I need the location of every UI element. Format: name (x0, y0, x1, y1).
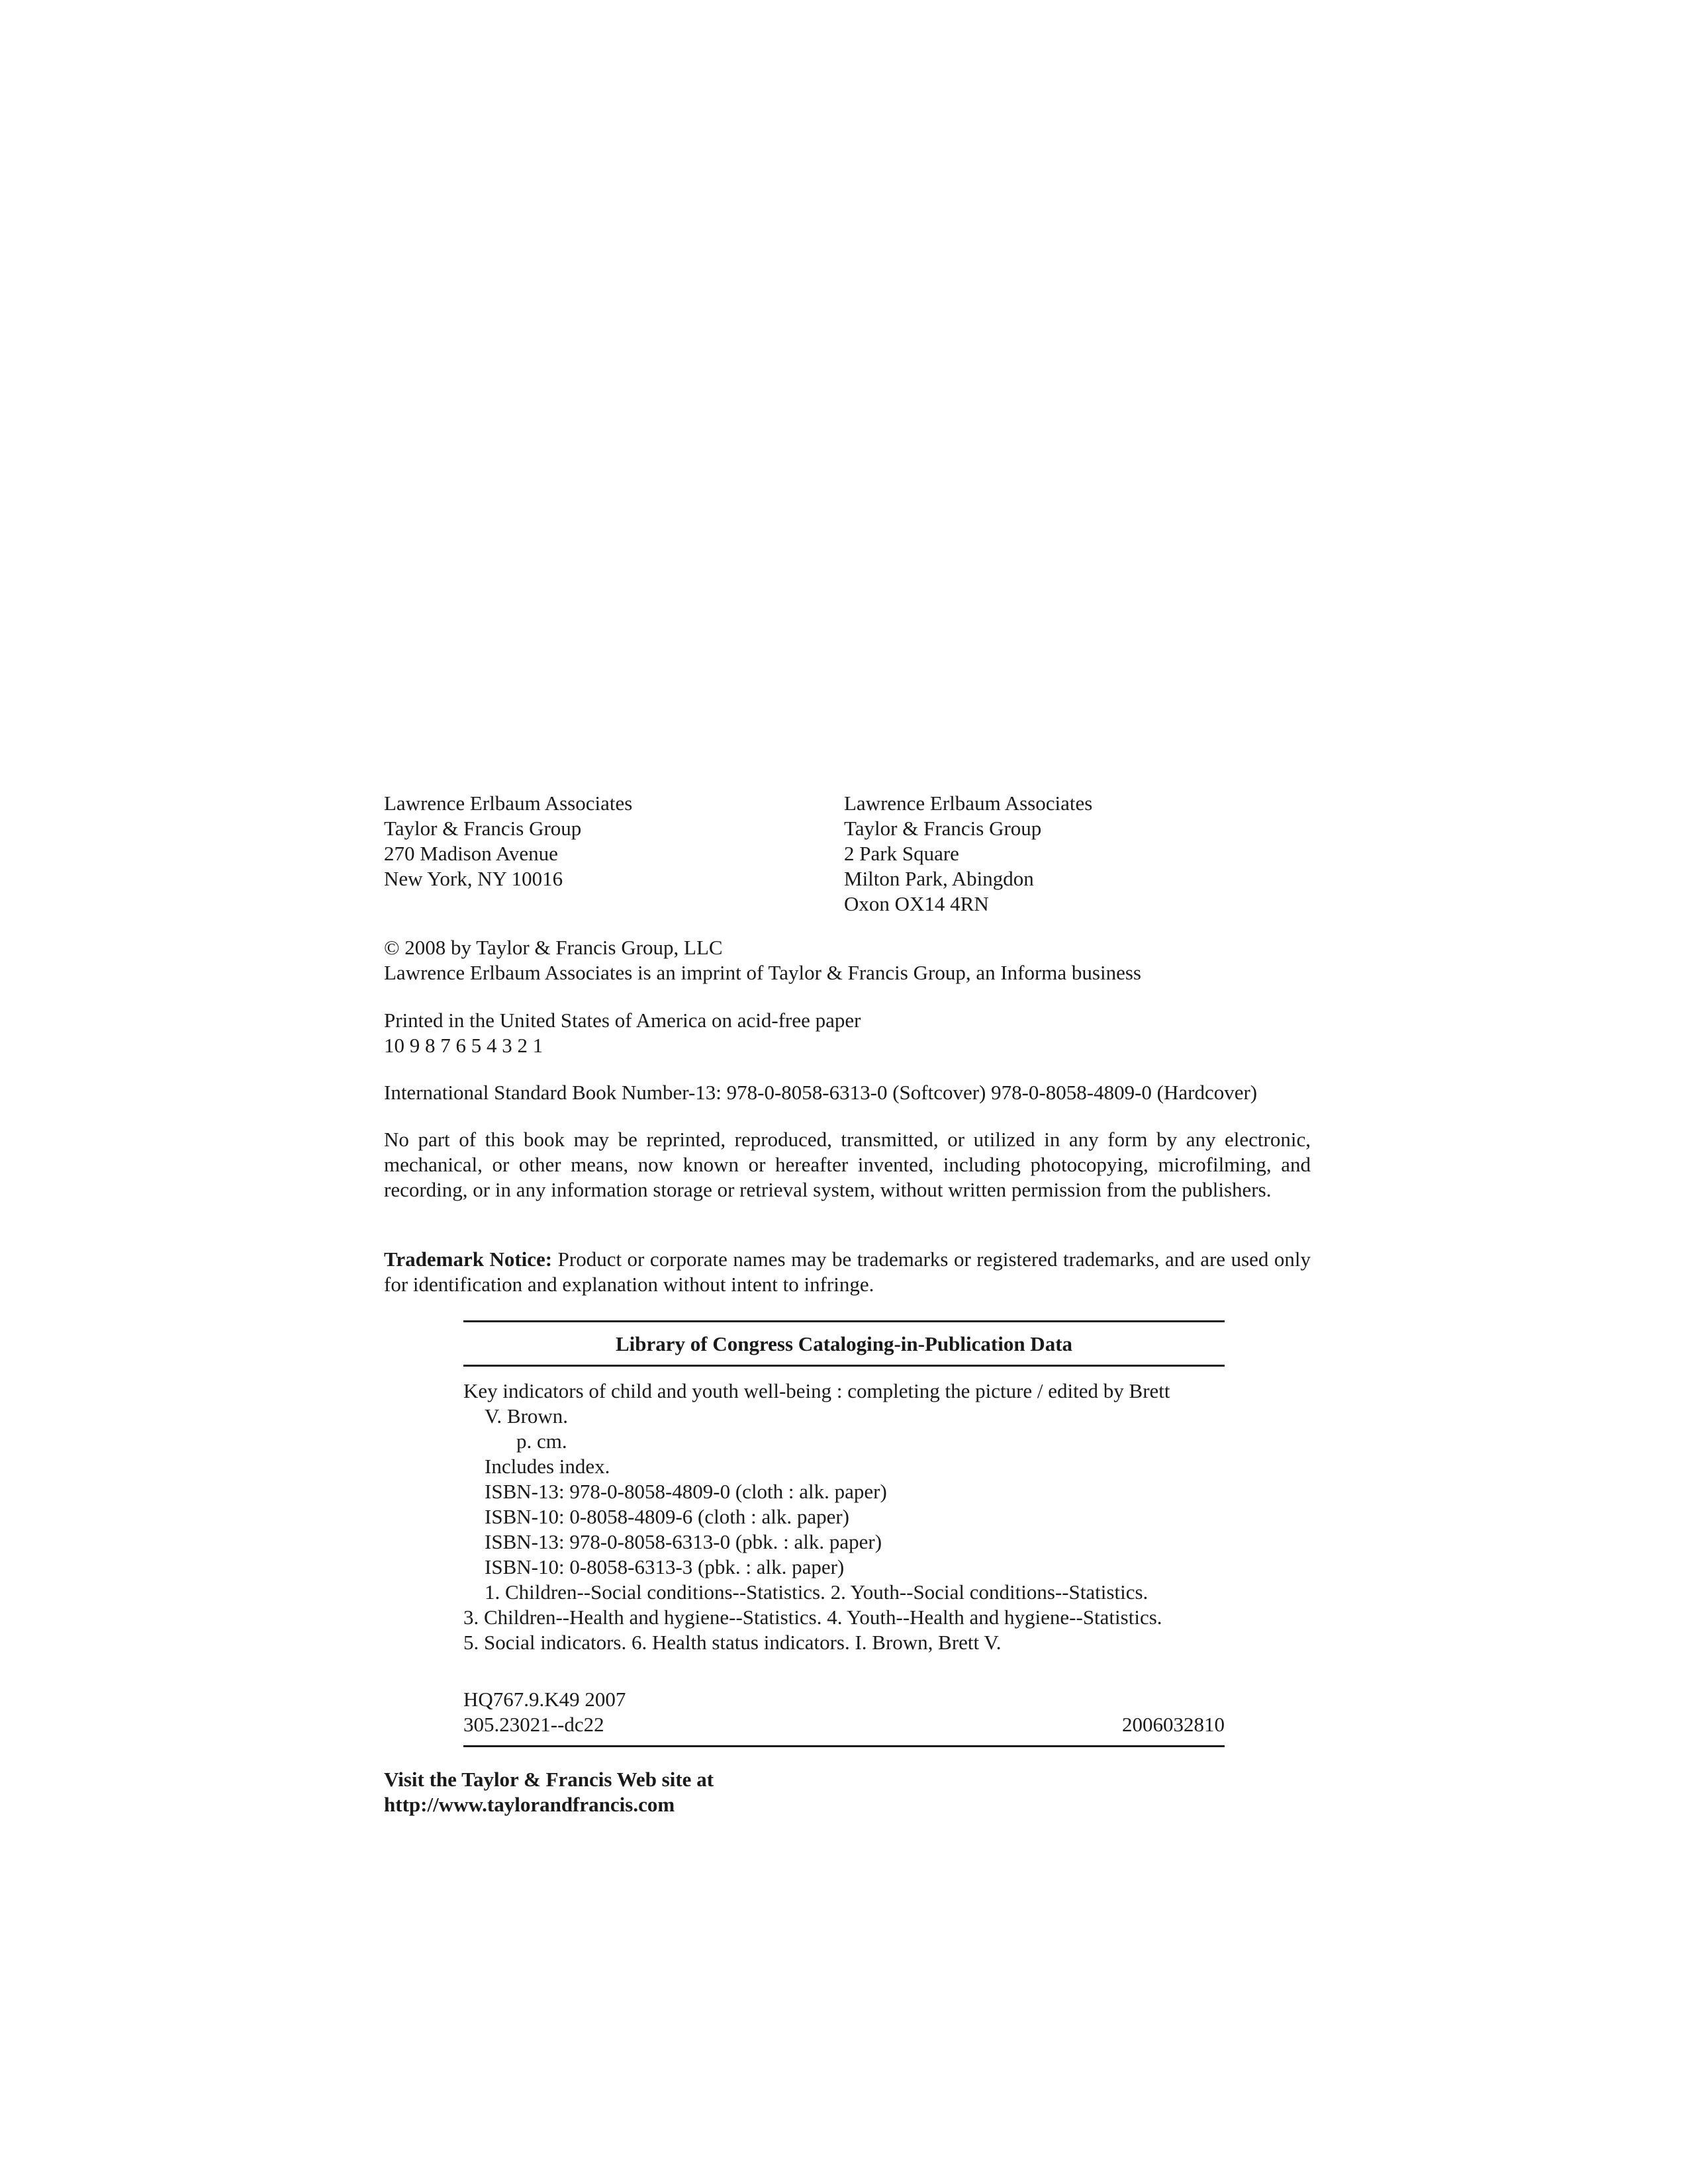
address-line: Taylor & Francis Group (844, 817, 1042, 840)
trademark-text: Product or corporate names may be trademarks or registered trademarks, and are used only for identification and explanation without intent to infringe. (384, 1248, 1311, 1296)
address-line: Milton Park, Abingdon (844, 867, 1034, 890)
cip-body (463, 1367, 1225, 1737)
copyright-notice (384, 935, 1311, 985)
cip-line: ISBN-10: 0-8058-6313-3 (pbk. : alk. paper) (485, 1555, 845, 1578)
address-line: Oxon OX14 4RN (844, 892, 989, 915)
cip-line: ISBN-13: 978-0-8058-6313-0 (pbk. : alk. paper) (485, 1530, 882, 1553)
cip-data-box (463, 1320, 1225, 1747)
cip-classification-row (463, 1712, 1225, 1737)
cip-line: Includes index. (485, 1455, 610, 1478)
address-line: New York, NY 10016 (384, 867, 563, 890)
isbn-statement (384, 1080, 1311, 1105)
cip-dewey-number: 305.23021--dc22 (463, 1713, 604, 1736)
rights-reserved-paragraph: No part of this book may be reprinted, reproduced, transmitted, or utilized in any form by any electronic, mechanical, or other means, now known or hereafter invented, including photocopying, microfilming, and recording, or in any information storage or retrieval system, without written permission from the publishers. (384, 1128, 1311, 1201)
cip-subject-line: 1. Children--Social conditions--Statistics. 2. Youth--Social conditions--Statistics. (485, 1580, 1149, 1604)
isbn-line: International Standard Book Number-13: 978-0-8058-6313-0 (Softcover) 978-0-8058-4809-0 (Hardcover) (384, 1081, 1258, 1104)
cip-lccn: 2006032810 (1122, 1713, 1225, 1736)
publisher-address-uk (844, 791, 1092, 917)
publisher-address-us (384, 791, 632, 891)
cip-line: V. Brown. (485, 1404, 569, 1428)
copyright-line: © 2008 by Taylor & Francis Group, LLC (384, 936, 723, 959)
printed-line: Printed in the United States of America on acid-free paper (384, 1009, 861, 1032)
cip-title-line: Key indicators of child and youth well-being : completing the picture / edited by Brett (463, 1379, 1170, 1402)
cip-line: p. cm. (516, 1430, 567, 1453)
website-url: http://www.taylorandfrancis.com (384, 1793, 675, 1816)
cip-line: ISBN-10: 0-8058-4809-6 (cloth : alk. paper) (485, 1505, 849, 1528)
address-line: Taylor & Francis Group (384, 817, 582, 840)
trademark-notice (384, 1247, 1311, 1297)
cip-subject-line: 3. Children--Health and hygiene--Statistics. 4. Youth--Health and hygiene--Statistics. (463, 1606, 1162, 1629)
address-line: 2 Park Square (844, 842, 959, 865)
address-line: Lawrence Erlbaum Associates (844, 792, 1093, 815)
trademark-label: Trademark Notice: (384, 1248, 553, 1271)
address-line: Lawrence Erlbaum Associates (384, 792, 633, 815)
address-line: 270 Madison Avenue (384, 842, 558, 865)
imprint-line: Lawrence Erlbaum Associates is an imprint of Taylor & Francis Group, an Informa business (384, 961, 1141, 984)
print-run-line: 10 9 8 7 6 5 4 3 2 1 (384, 1034, 543, 1057)
cip-line: ISBN-13: 978-0-8058-4809-0 (cloth : alk. paper) (485, 1480, 887, 1503)
cip-call-number: HQ767.9.K49 2007 (463, 1688, 626, 1711)
cip-heading: Library of Congress Cataloging-in-Publication Data (615, 1332, 1073, 1355)
website-notice (384, 1767, 1311, 1817)
website-line: Visit the Taylor & Francis Web site at (384, 1768, 714, 1791)
cip-bottom-rule (463, 1745, 1225, 1747)
cip-subject-line: 5. Social indicators. 6. Health status indicators. I. Brown, Brett V. (463, 1631, 1002, 1654)
printing-info (384, 1008, 1311, 1058)
